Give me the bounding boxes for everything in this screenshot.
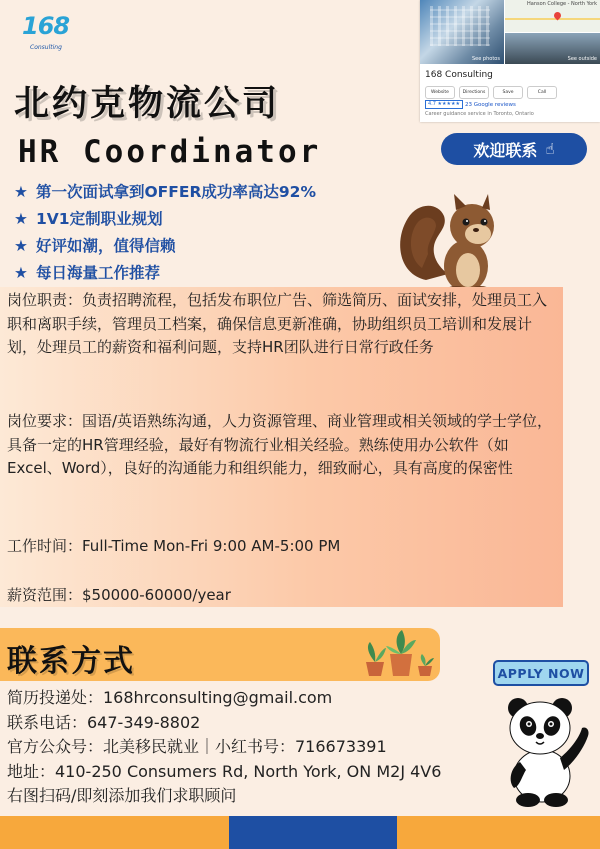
panda-illustration xyxy=(498,692,592,807)
benefit-item: ★ 每日海量工作推荐 xyxy=(14,264,161,282)
business-name: 168 Consulting xyxy=(425,70,493,80)
star-icon: ★ xyxy=(14,264,28,282)
apply-now-button[interactable]: APPLY NOW xyxy=(493,660,589,686)
maps-business-card[interactable] xyxy=(420,0,600,122)
job-title: HR Coordinator xyxy=(18,134,322,170)
contact-social: 官方公众号：北美移民就业｜小红书号：716673391 xyxy=(7,737,387,756)
star-icon: ★ xyxy=(14,210,28,228)
contact-email: 简历投递处：168hrconsulting@gmail.com xyxy=(7,688,333,707)
outside-photo[interactable] xyxy=(505,33,600,64)
contact-address: 地址：410-250 Consumers Rd, North York, ON M2J 4V6 xyxy=(7,761,442,781)
star-icon: ★ xyxy=(14,237,28,255)
save-button[interactable]: Save xyxy=(493,86,523,99)
business-description: Career guidance service in Toronto, Ontario xyxy=(425,111,534,117)
job-requirements: 岗位要求：国语/英语熟练沟通，人力资源管理、商业管理或相关领域的学士学位，具备一定的HR管理经验，最好有物流行业相关经验。熟练使用办公软件（如Excel、Word），良好的沟通能力和组织能力，细致耐心，具有高度的保密性 xyxy=(7,412,553,477)
call-button[interactable]: Call xyxy=(527,86,557,99)
see-photos-label[interactable]: See photos xyxy=(472,56,500,62)
company-logo xyxy=(20,12,68,56)
reviews-link[interactable]: 23 Google reviews xyxy=(464,101,516,108)
star-icon: ★ xyxy=(14,183,28,201)
logo-number: 168 xyxy=(22,12,70,40)
benefits-list xyxy=(14,181,316,289)
see-outside-label[interactable]: See outside xyxy=(567,56,597,62)
contact-us-button[interactable] xyxy=(441,133,587,165)
building-photo[interactable] xyxy=(420,0,504,64)
work-hours: 工作时间：Full-Time Mon-Fri 9:00 AM-5:00 PM xyxy=(7,537,341,555)
map-thumbnail[interactable] xyxy=(505,0,600,32)
squirrel-illustration xyxy=(396,188,506,296)
card-action-buttons xyxy=(425,86,557,99)
contact-phone: 联系电话：647-349-8802 xyxy=(7,712,201,732)
potted-plants-illustration xyxy=(362,628,438,678)
rating-stars: 4.7 ★★★★★ xyxy=(425,100,463,109)
benefit-item: ★ 好评如潮，值得信赖 xyxy=(14,237,176,255)
contact-us-label: 欢迎联系 xyxy=(473,140,538,160)
job-duties: 岗位职责：负责招聘流程，包括发布职位广告、筛选简历、面试安排，处理员工入职和离职手续，管理员工档案，确保信息更新准确，协助组织员工培训和发展计划，处理员工的薪资和福利问题，支持HR团队进行日常行政任务 xyxy=(7,291,548,356)
directions-button[interactable]: Directions xyxy=(459,86,489,99)
benefit-item: ★ 第一次面试拿到OFFER成功率高达92% xyxy=(14,183,316,201)
logo-subtitle: Consulting xyxy=(30,44,62,51)
benefit-item: ★ 1V1定制职业规划 xyxy=(14,210,163,228)
map-place-label: Hanson College - North York xyxy=(527,1,598,7)
contact-details xyxy=(7,686,441,809)
contact-qr-note: 右图扫码/即刻添加我们求职顾问 xyxy=(7,786,237,805)
footer-accent xyxy=(229,816,397,849)
website-button[interactable]: Website xyxy=(425,86,455,99)
contact-title: 联系方式 xyxy=(7,644,135,679)
rating-row xyxy=(425,100,516,109)
pointing-hand-icon: ☝ xyxy=(545,140,555,158)
salary-range: 薪资范围：$50000-60000/year xyxy=(7,586,231,604)
company-title: 北约克物流公司 xyxy=(14,84,281,124)
